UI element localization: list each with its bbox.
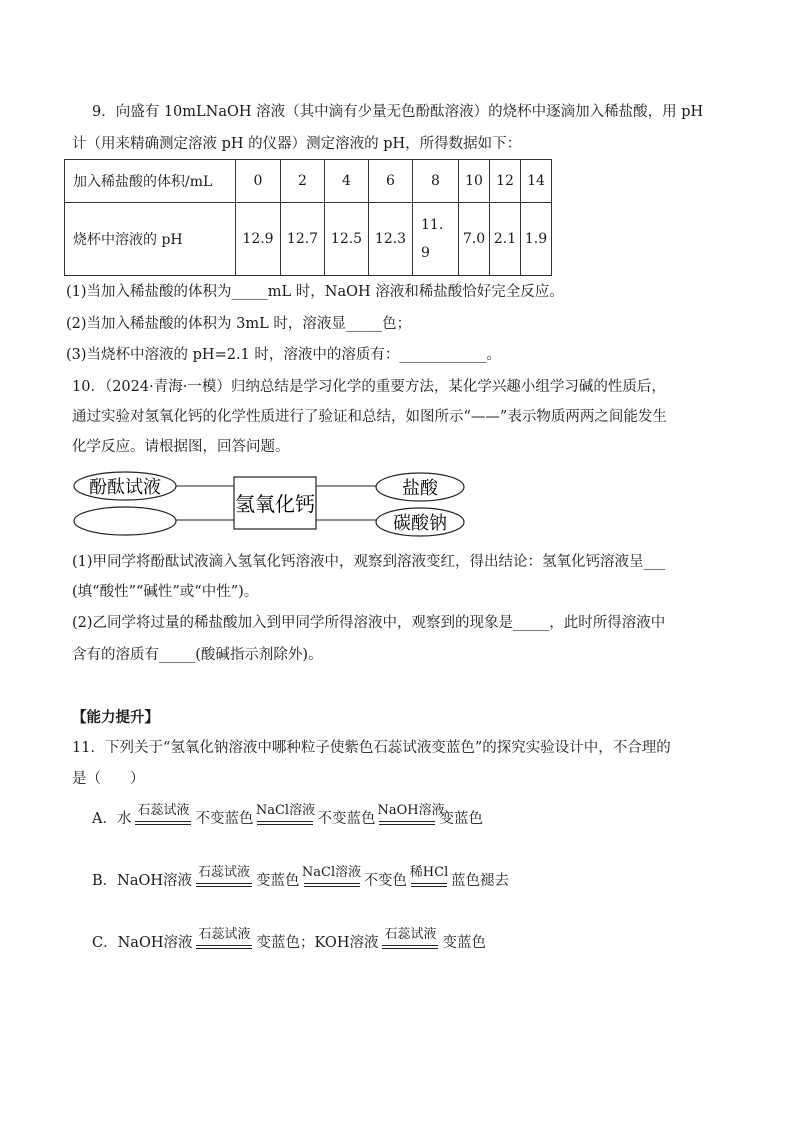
table-cell: 7.0 <box>459 203 490 276</box>
q9-data-table <box>64 159 552 276</box>
option-start: KOH溶液 <box>314 935 379 951</box>
blank-node <box>74 507 176 535</box>
table-cell: 0 <box>236 160 281 203</box>
section-title: 【能力提升】 <box>72 709 159 726</box>
table-cell: 14 <box>521 160 552 203</box>
option-result: 变蓝色 <box>256 873 300 889</box>
option-start: NaOH溶液 <box>117 935 193 951</box>
q11-option-a[interactable] <box>92 804 483 834</box>
arrow-condition: 稀HCl <box>409 865 449 880</box>
q10-line3: 化学反应。请根据图，回答问题。 <box>72 439 290 455</box>
q10-sub2-line1: (2)乙同学将过量的稀盐酸加入到甲同学所得溶液中，观察到的现象是_____，此时所得溶液中 <box>72 615 666 631</box>
arrow-condition: NaCl溶液 <box>255 803 316 818</box>
calcium-hydroxide-label: 氢氧化钙 <box>235 492 315 516</box>
hydrochloric-acid-label: 盐酸 <box>402 478 438 499</box>
table-cell: 11.9 <box>413 203 459 276</box>
table-cell: 12.5 <box>325 203 369 276</box>
table-cell: 2 <box>281 160 325 203</box>
q10-sub1-line2: (填“酸性”“碱性”或“中性”)。 <box>72 584 259 600</box>
reaction-arrow <box>377 803 445 834</box>
table-row <box>65 160 552 203</box>
reaction-arrow <box>194 928 254 958</box>
arrow-condition: 石蕊试液 <box>198 927 251 942</box>
table-row <box>65 203 552 276</box>
phenolphthalein-label: 酚酞试液 <box>89 477 161 498</box>
reaction-arrow <box>380 928 440 958</box>
table-cell: 10 <box>459 160 490 203</box>
reaction-arrow <box>194 866 254 896</box>
reaction-arrow <box>133 804 193 834</box>
q10-sub1-line1: (1)甲同学将酚酞试液滴入氢氧化钙溶液中，观察到溶液变红，得出结论：氢氧化钙溶液呈___ <box>72 554 666 570</box>
q10-line1: 10．（2024·青海·一模）归纳总结是学习化学的重要方法，某化学兴趣小组学习碱的性质后， <box>72 379 666 395</box>
option-label: A． <box>92 811 117 827</box>
option-result: 蓝色褪去 <box>451 873 510 889</box>
option-label: C． <box>92 935 118 951</box>
q11-option-c[interactable] <box>92 928 486 958</box>
q10-sub2-line2: 含有的溶质有_____(酸碱指示剂除外)。 <box>72 647 323 663</box>
table-cell: 2.1 <box>490 203 521 276</box>
option-label: B． <box>92 873 118 889</box>
option-result: 变蓝色 <box>439 811 483 827</box>
option-start: 水 <box>116 811 132 827</box>
table-cell: 1.9 <box>521 203 552 276</box>
table-cell: 12 <box>490 160 521 203</box>
reaction-arrow <box>302 866 362 896</box>
option-result: 不变色 <box>363 873 408 889</box>
table-cell: 12.3 <box>369 203 413 276</box>
calcium-hydroxide-diagram <box>66 466 476 540</box>
arrow-condition: 石蕊试液 <box>384 927 437 942</box>
reaction-arrow <box>409 866 449 896</box>
q9-line1: 9．向盛有 10mLNaOH 溶液（其中滴有少量无色酚酞溶液）的烧杯中逐滴加入稀盐酸，用 pH <box>92 104 704 120</box>
q11-option-b[interactable] <box>92 866 509 896</box>
q11-line1: 11．下列关于“氢氧化钠溶液中哪种粒子使紫色石蕊试液变蓝色”的探究实验设计中，不合理的 <box>72 740 671 756</box>
q9-sub2: (2)当加入稀盐酸的体积为 3mL 时，溶液显_____色； <box>66 316 412 332</box>
sodium-carbonate-label: 碳酸钠 <box>393 513 447 534</box>
table-cell: 12.9 <box>236 203 281 276</box>
arrow-condition: NaOH溶液 <box>377 803 445 818</box>
option-result: 不变蓝色 <box>317 811 376 827</box>
table-row-header: 加入稀盐酸的体积/mL <box>65 160 236 203</box>
table-row-header: 烧杯中溶液的 pH <box>65 203 236 276</box>
table-cell: 4 <box>325 160 369 203</box>
option-result: 变蓝色； <box>256 935 315 951</box>
table-cell: 8 <box>413 160 459 203</box>
arrow-condition: NaCl溶液 <box>301 865 362 880</box>
option-result: 不变蓝色 <box>195 811 254 827</box>
table-cell: 12.7 <box>281 203 325 276</box>
q10-line2: 通过实验对氢氧化钙的化学性质进行了验证和总结，如图所示“——”表示物质两两之间能发生 <box>72 409 667 425</box>
arrow-condition: 石蕊试液 <box>198 865 251 880</box>
reaction-arrow <box>255 804 315 834</box>
q9-sub3: (3)当烧杯中溶液的 pH=2.1 时，溶液中的溶质有：____________。 <box>66 347 501 363</box>
option-start: NaOH溶液 <box>117 873 193 889</box>
q9-line2: 计（用来精确测定溶液 pH 的仪器）测定溶液的 pH，所得数据如下： <box>72 136 522 152</box>
arrow-condition: 石蕊试液 <box>137 803 190 818</box>
q11-line2: 是（ ） <box>72 771 145 787</box>
option-result: 变蓝色 <box>442 935 486 951</box>
q9-sub1: (1)当加入稀盐酸的体积为_____mL 时，NaOH 溶液和稀盐酸恰好完全反应。 <box>66 284 564 300</box>
table-cell: 6 <box>369 160 413 203</box>
